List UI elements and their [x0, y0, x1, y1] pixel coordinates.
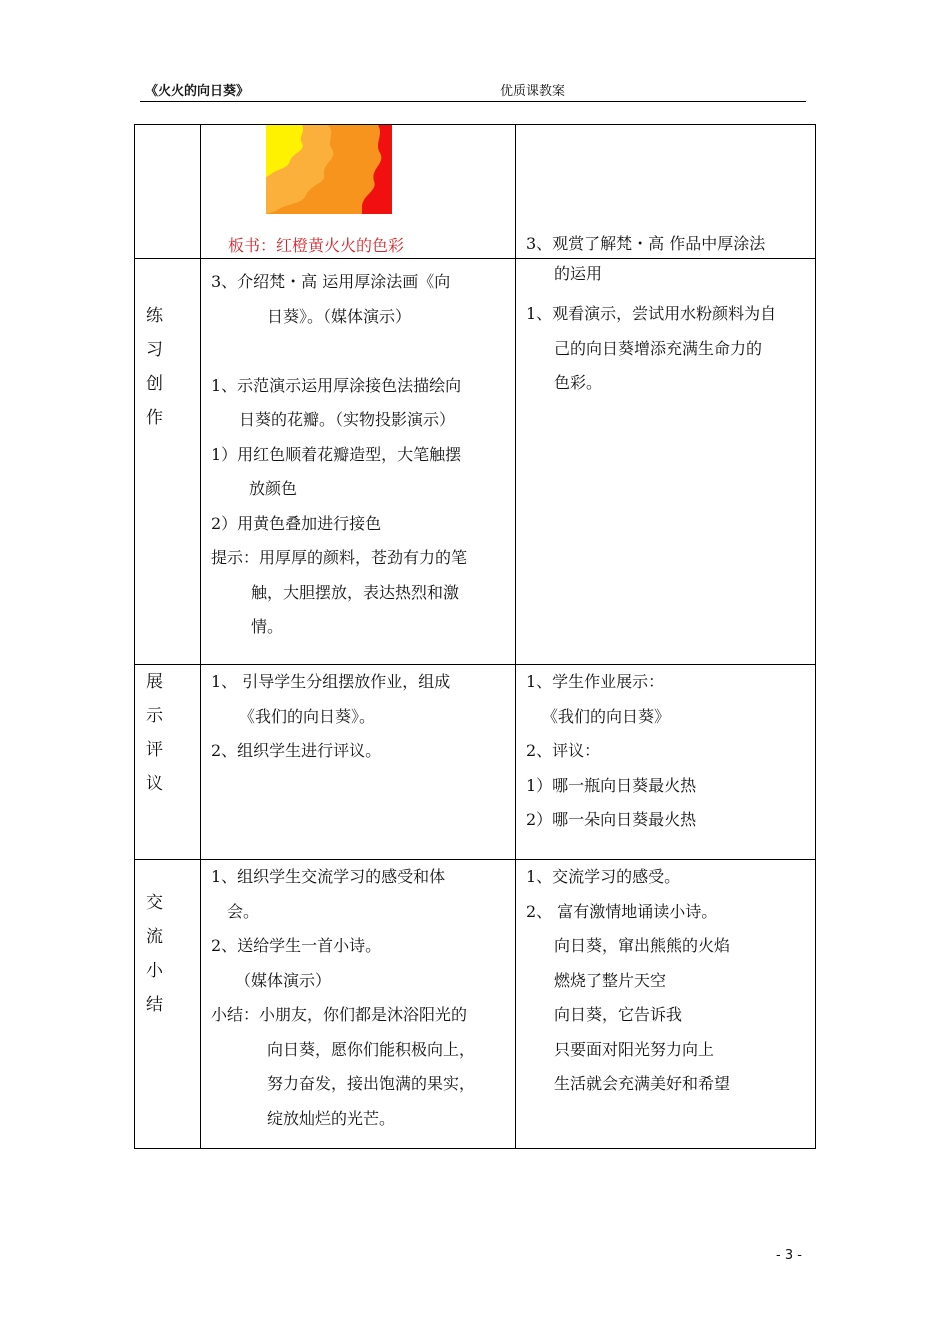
- student-line: 《我们的向日葵》: [542, 706, 671, 726]
- label-char: 交: [146, 893, 163, 913]
- top-student-line: 的运用: [554, 264, 603, 283]
- teacher-line: 触，大胆摆放，表达热烈和激: [251, 582, 460, 602]
- student-line: 己的向日葵增添充满生命力的: [554, 338, 763, 358]
- student-line: 1）哪一瓶向日葵最火热: [526, 775, 697, 795]
- label-char: 流: [146, 927, 163, 947]
- student-line: 2、 富有激情地诵读小诗。: [526, 901, 718, 921]
- student-line: 1、学生作业展示：: [526, 672, 665, 691]
- teacher-line: 努力奋发，接出饱满的果实，: [267, 1074, 476, 1093]
- label-char: 结: [146, 995, 163, 1015]
- student-line: 2、评议：: [526, 741, 601, 760]
- label-char: 习: [146, 340, 163, 360]
- teacher-line: 日葵》。（媒体演示）: [267, 306, 412, 326]
- student-line: 色彩。: [554, 373, 603, 392]
- table-row-display: [135, 665, 816, 860]
- teacher-line: 2、送给学生一首小诗。: [211, 936, 382, 955]
- student-line: 1、交流学习的感受。: [526, 867, 681, 886]
- teacher-line: 放颜色: [249, 479, 298, 498]
- label-char: 展: [146, 672, 163, 692]
- header-rule: [140, 101, 806, 102]
- teacher-line: 2）用黄色叠加进行接色: [211, 513, 382, 533]
- teacher-line: 提示：用厚厚的颜料，苍劲有力的笔: [211, 548, 468, 567]
- student-cell-practice: [516, 259, 816, 665]
- label-char: 练: [146, 306, 163, 326]
- label-cell-display: [135, 665, 201, 860]
- teacher-line: 情。: [251, 617, 284, 636]
- lesson-table: [134, 124, 816, 1149]
- label-cell-practice: [135, 259, 201, 665]
- label-char: 作: [146, 408, 163, 428]
- teacher-line: 向日葵，愿你们能积极向上，: [267, 1039, 476, 1059]
- teacher-line: [211, 334, 507, 369]
- poem-line: 只要面对阳光努力向上: [554, 1039, 715, 1059]
- teacher-line: 1、示范演示运用厚涂接色法描绘向: [211, 375, 462, 395]
- teacher-line: 《我们的向日葵》。: [239, 706, 376, 726]
- poem-line: 向日葵，窜出熊熊的火焰: [554, 936, 731, 955]
- teacher-line: 1、 引导学生分组摆放作业，组成: [211, 672, 451, 691]
- teacher-line: 绽放灿烂的光芒。: [267, 1108, 396, 1128]
- top-student-cell: [516, 125, 816, 283]
- top-student-line: 3、观赏了解梵・高 作品中厚涂法: [526, 234, 766, 253]
- teacher-cell-display: [201, 665, 516, 860]
- label-char: 议: [146, 774, 163, 794]
- teacher-line: （媒体演示）: [235, 970, 332, 990]
- teacher-cell-summary: [201, 860, 516, 1149]
- student-line: 2）哪一朵向日葵最火热: [526, 810, 697, 829]
- label-char: 小: [146, 961, 163, 981]
- table-row-board: [135, 125, 816, 259]
- poem-line: 向日葵，它告诉我: [554, 1005, 683, 1024]
- label-char: 创: [146, 374, 163, 394]
- label-char: 评: [146, 740, 163, 760]
- teacher-line: 小结：小朋友，你们都是沐浴阳光的: [211, 1005, 468, 1024]
- page-number: - 3 -: [776, 1248, 802, 1263]
- poem-line: 生活就会充满美好和希望: [554, 1074, 731, 1093]
- student-cell-display: [516, 665, 816, 860]
- teacher-cell-practice: [201, 259, 516, 665]
- document-title: 《火火的向日葵》: [145, 84, 250, 99]
- sunflower-painting-image: [266, 125, 392, 214]
- poem-line: 燃烧了整片天空: [554, 970, 667, 990]
- teacher-line: 1、组织学生交流学习的感受和体: [211, 867, 446, 886]
- table-row-practice: [135, 259, 816, 665]
- student-cell-summary: [516, 860, 816, 1149]
- label-cell-empty: [135, 125, 201, 259]
- teacher-line: 2、组织学生进行评议。: [211, 741, 382, 760]
- label-cell-summary: [135, 860, 201, 1149]
- teacher-line: 3、介绍梵・高 运用厚涂法画《向: [211, 272, 451, 291]
- teacher-line: 日葵的花瓣。（实物投影演示）: [239, 410, 456, 429]
- teacher-line: 会。: [227, 901, 260, 921]
- board-writing: 板书：红橙黄火火的色彩: [228, 236, 405, 255]
- label-char: 示: [146, 706, 163, 726]
- board-cell: [201, 125, 516, 259]
- document-subtitle: 优质课教案: [500, 84, 566, 99]
- student-line: 1、观看演示，尝试用水粉颜料为自: [526, 304, 777, 323]
- teacher-line: 1）用红色顺着花瓣造型，大笔触摆: [211, 444, 462, 464]
- table-row-summary: [135, 860, 816, 1149]
